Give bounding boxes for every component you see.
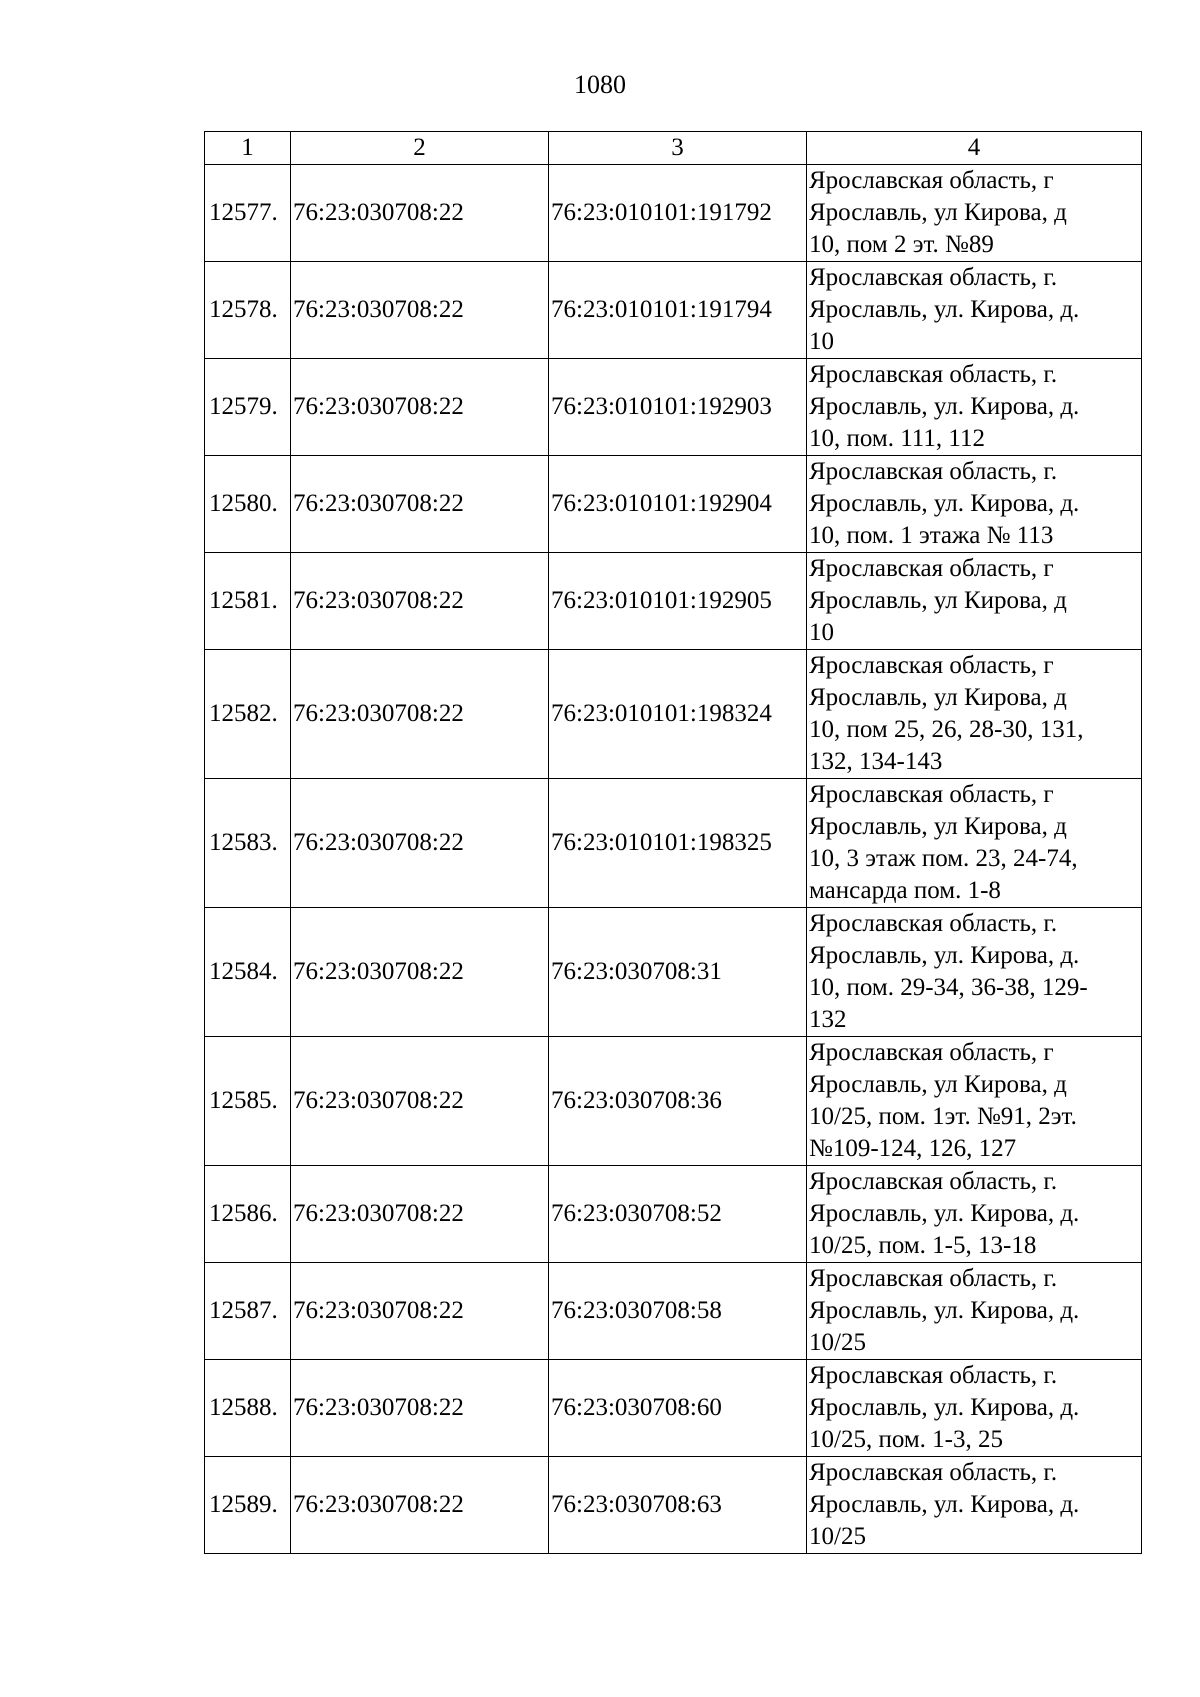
- row-number: 12580.: [205, 456, 291, 553]
- address-cell: [807, 779, 1142, 908]
- address-line: Ярославль, ул Кирова, д: [809, 1071, 1067, 1098]
- object-cadastral-number: 76:23:030708:58: [549, 1263, 807, 1360]
- address-line: 132, 134-143: [809, 748, 943, 775]
- object-cadastral-number: 76:23:030708:60: [549, 1360, 807, 1457]
- table-row: [205, 456, 1142, 553]
- address-line: Ярославская область, г: [809, 781, 1054, 808]
- address-line: мансарда пом. 1-8: [809, 877, 1001, 904]
- address-line: Ярославль, ул. Кирова, д.: [809, 1491, 1080, 1518]
- row-number: 12577.: [205, 165, 291, 262]
- object-cadastral-number: 76:23:010101:191794: [549, 262, 807, 359]
- row-number: 12582.: [205, 650, 291, 779]
- parcel-cadastral-number: 76:23:030708:22: [291, 1457, 549, 1554]
- address-line: Ярославль, ул. Кирова, д.: [809, 296, 1080, 323]
- parcel-cadastral-number: 76:23:030708:22: [291, 262, 549, 359]
- address-line: 10/25, пом. 1эт. №91, 2эт.: [809, 1103, 1077, 1130]
- object-cadastral-number: 76:23:010101:198324: [549, 650, 807, 779]
- address-line: Ярославль, ул. Кирова, д.: [809, 393, 1080, 420]
- address-line: Ярославль, ул. Кирова, д.: [809, 942, 1080, 969]
- address-line: 10: [809, 328, 834, 355]
- object-cadastral-number: 76:23:010101:192904: [549, 456, 807, 553]
- address-line: Ярославская область, г: [809, 167, 1054, 194]
- address-line: Ярославская область, г.: [809, 910, 1058, 937]
- address-line: 132: [809, 1006, 847, 1033]
- parcel-cadastral-number: 76:23:030708:22: [291, 650, 549, 779]
- address-line: Ярославская область, г: [809, 1039, 1054, 1066]
- address-line: Ярославская область, г.: [809, 1265, 1058, 1292]
- column-header: 2: [291, 132, 549, 165]
- page-number: 1080: [574, 70, 626, 99]
- address-line: Ярославль, ул Кирова, д: [809, 684, 1067, 711]
- address-line: 10, пом 25, 26, 28-30, 131,: [809, 716, 1084, 743]
- object-cadastral-number: 76:23:010101:191792: [549, 165, 807, 262]
- parcel-cadastral-number: 76:23:030708:22: [291, 779, 549, 908]
- address-line: 10, 3 этаж пом. 23, 24-74,: [809, 845, 1078, 872]
- address-line: Ярославль, ул. Кирова, д.: [809, 1200, 1080, 1227]
- address-line: 10, пом 2 эт. №89: [809, 231, 994, 258]
- object-cadastral-number: 76:23:030708:31: [549, 908, 807, 1037]
- table-row: [205, 1166, 1142, 1263]
- address-cell: [807, 650, 1142, 779]
- address-line: Ярославль, ул Кирова, д: [809, 587, 1067, 614]
- address-line: 10/25, пом. 1-5, 13-18: [809, 1232, 1037, 1259]
- parcel-cadastral-number: 76:23:030708:22: [291, 1037, 549, 1166]
- table-row: [205, 1457, 1142, 1554]
- address-line: 10, пом. 1 этажа № 113: [809, 522, 1054, 549]
- address-cell: [807, 165, 1142, 262]
- table-row: [205, 1360, 1142, 1457]
- address-line: Ярославская область, г.: [809, 1459, 1058, 1486]
- column-header: 3: [549, 132, 807, 165]
- address-cell: [807, 456, 1142, 553]
- address-line: 10/25, пом. 1-3, 25: [809, 1426, 1003, 1453]
- row-number: 12579.: [205, 359, 291, 456]
- row-number: 12585.: [205, 1037, 291, 1166]
- table-row: [205, 1263, 1142, 1360]
- table-row: [205, 262, 1142, 359]
- object-cadastral-number: 76:23:030708:63: [549, 1457, 807, 1554]
- object-cadastral-number: 76:23:030708:52: [549, 1166, 807, 1263]
- registry-table: [204, 131, 1142, 1554]
- address-line: Ярославль, ул Кирова, д: [809, 813, 1067, 840]
- address-line: Ярославская область, г.: [809, 458, 1058, 485]
- row-number: 12586.: [205, 1166, 291, 1263]
- address-line: Ярославская область, г: [809, 555, 1054, 582]
- address-cell: [807, 359, 1142, 456]
- parcel-cadastral-number: 76:23:030708:22: [291, 165, 549, 262]
- object-cadastral-number: 76:23:010101:192905: [549, 553, 807, 650]
- parcel-cadastral-number: 76:23:030708:22: [291, 1263, 549, 1360]
- object-cadastral-number: 76:23:030708:36: [549, 1037, 807, 1166]
- parcel-cadastral-number: 76:23:030708:22: [291, 1360, 549, 1457]
- row-number: 12578.: [205, 262, 291, 359]
- table-body: [205, 165, 1142, 1554]
- address-line: Ярославль, ул. Кирова, д.: [809, 1297, 1080, 1324]
- address-cell: [807, 553, 1142, 650]
- row-number: 12583.: [205, 779, 291, 908]
- address-line: №109-124, 126, 127: [809, 1135, 1017, 1162]
- address-line: Ярославская область, г.: [809, 1168, 1058, 1195]
- table-row: [205, 908, 1142, 1037]
- address-line: Ярославль, ул. Кирова, д.: [809, 1394, 1080, 1421]
- address-cell: [807, 262, 1142, 359]
- address-cell: [807, 1263, 1142, 1360]
- table-row: [205, 553, 1142, 650]
- address-cell: [807, 908, 1142, 1037]
- row-number: 12584.: [205, 908, 291, 1037]
- column-header: 1: [205, 132, 291, 165]
- address-line: Ярославская область, г.: [809, 361, 1058, 388]
- address-line: 10, пом. 29-34, 36-38, 129-: [809, 974, 1088, 1001]
- address-line: Ярославль, ул. Кирова, д.: [809, 490, 1080, 517]
- address-cell: [807, 1166, 1142, 1263]
- object-cadastral-number: 76:23:010101:192903: [549, 359, 807, 456]
- address-cell: [807, 1457, 1142, 1554]
- parcel-cadastral-number: 76:23:030708:22: [291, 553, 549, 650]
- address-line: Ярославская область, г: [809, 652, 1054, 679]
- address-line: 10/25: [809, 1329, 866, 1356]
- table-row: [205, 650, 1142, 779]
- address-line: Ярославль, ул Кирова, д: [809, 199, 1067, 226]
- address-line: Ярославская область, г.: [809, 264, 1058, 291]
- address-cell: [807, 1037, 1142, 1166]
- parcel-cadastral-number: 76:23:030708:22: [291, 456, 549, 553]
- address-line: 10: [809, 619, 834, 646]
- row-number: 12588.: [205, 1360, 291, 1457]
- header-row: [205, 132, 1142, 165]
- row-number: 12589.: [205, 1457, 291, 1554]
- table-row: [205, 165, 1142, 262]
- parcel-cadastral-number: 76:23:030708:22: [291, 1166, 549, 1263]
- table-row: [205, 779, 1142, 908]
- address-cell: [807, 1360, 1142, 1457]
- table-row: [205, 1037, 1142, 1166]
- parcel-cadastral-number: 76:23:030708:22: [291, 359, 549, 456]
- row-number: 12581.: [205, 553, 291, 650]
- column-header: 4: [807, 132, 1142, 165]
- address-line: 10/25: [809, 1523, 866, 1550]
- parcel-cadastral-number: 76:23:030708:22: [291, 908, 549, 1037]
- object-cadastral-number: 76:23:010101:198325: [549, 779, 807, 908]
- address-line: Ярославская область, г.: [809, 1362, 1058, 1389]
- table-row: [205, 359, 1142, 456]
- address-line: 10, пом. 111, 112: [809, 425, 985, 452]
- row-number: 12587.: [205, 1263, 291, 1360]
